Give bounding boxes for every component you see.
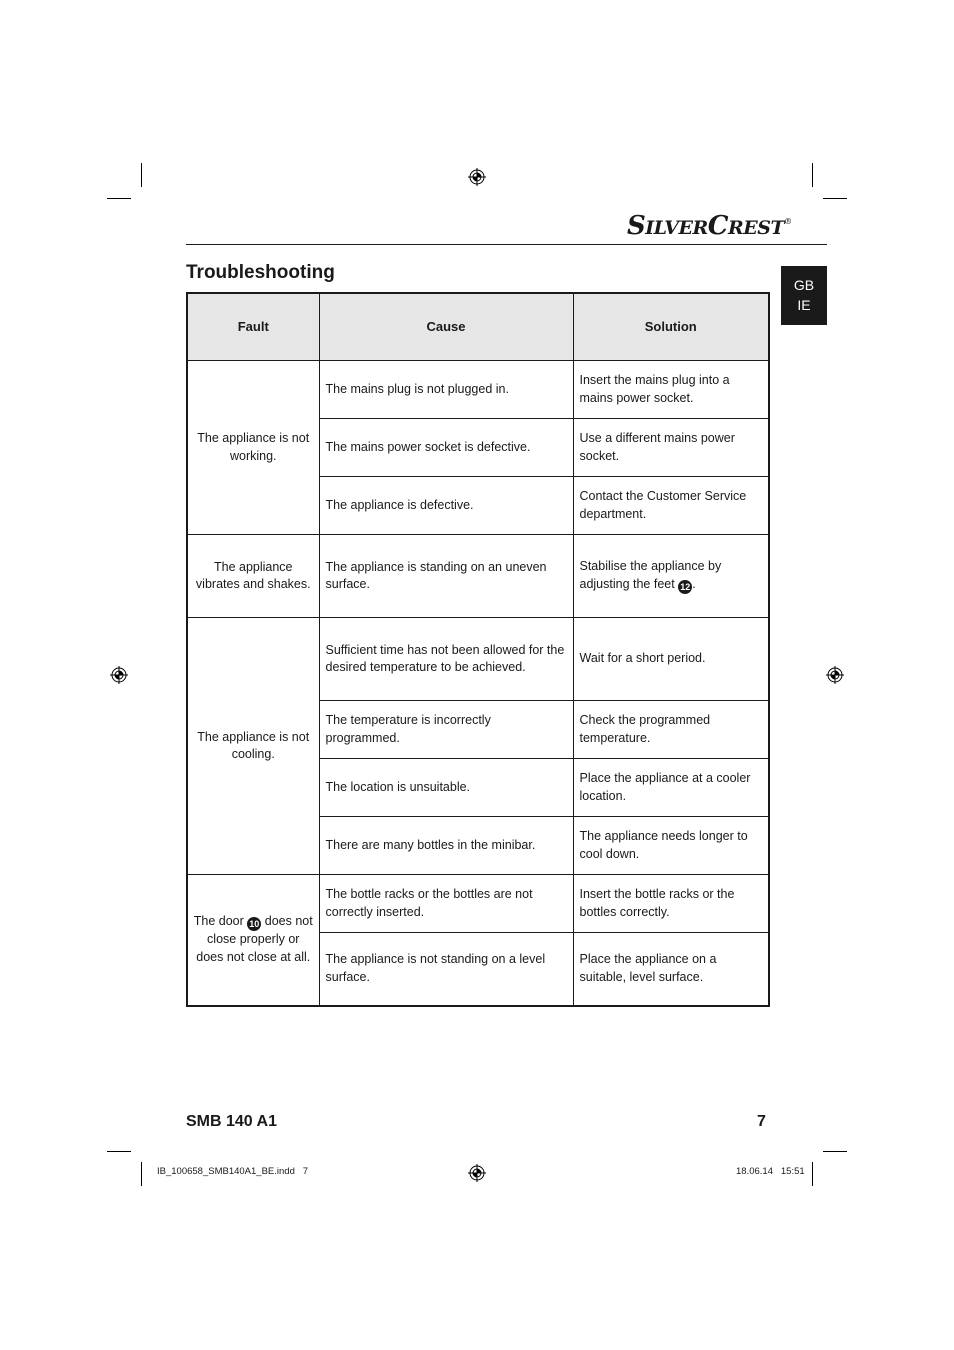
fault-cell: The appliance is not working. (187, 361, 319, 535)
table-row (187, 875, 769, 933)
table-row (187, 618, 769, 701)
cause-cell: The appliance is standing on an uneven surface. (319, 535, 573, 618)
fault-cell: The appliance vibrates and shakes. (187, 535, 319, 618)
fault-text: The door (193, 914, 244, 929)
fault-cell (187, 875, 319, 1006)
crop-mark (823, 198, 847, 199)
reference-number-badge: 12 (680, 581, 691, 592)
troubleshooting-table (186, 292, 770, 1007)
reference-number-badge: 10 (249, 919, 260, 930)
cause-cell: The location is unsuitable. (319, 759, 573, 817)
cause-cell: The appliance is defective. (319, 477, 573, 535)
solution-cell: Wait for a short period. (573, 618, 769, 701)
crop-mark (107, 198, 131, 199)
solution-cell: Insert the mains plug into a mains power socket. (573, 361, 769, 419)
brand-logo: SILVERCREST® (627, 211, 792, 241)
registration-mark-icon (468, 1164, 486, 1182)
cause-cell: The mains plug is not plugged in. (319, 361, 573, 419)
page-title: Troubleshooting (186, 262, 335, 283)
language-tab (781, 266, 827, 325)
crop-mark (823, 1151, 847, 1152)
table-row (187, 535, 769, 618)
crop-mark (107, 1151, 131, 1152)
column-header-cause: Cause (319, 293, 573, 361)
footer-model: SMB 140 A1 (186, 1113, 277, 1130)
registration-mark-icon (468, 168, 486, 186)
page-number: 7 (757, 1113, 766, 1130)
language-code: IE (797, 297, 811, 313)
crop-mark (812, 1162, 813, 1186)
registration-mark-icon (826, 666, 844, 684)
solution-cell: Place the appliance on a suitable, level surface. (573, 933, 769, 1006)
cause-cell: There are many bottles in the minibar. (319, 817, 573, 875)
solution-text-end: . (692, 576, 696, 591)
solution-cell: Check the programmed temperature. (573, 701, 769, 759)
solution-cell: Place the appliance at a cooler location. (573, 759, 769, 817)
solution-cell: The appliance needs longer to cool down. (573, 817, 769, 875)
slug-datetime: 18.06.14 15:51 (736, 1166, 805, 1177)
table-header-row (187, 293, 769, 361)
registration-mark-icon (110, 666, 128, 684)
fault-cell: The appliance is not cooling. (187, 618, 319, 875)
cause-cell: The temperature is incorrectly programmed. (319, 701, 573, 759)
crop-mark (812, 163, 813, 187)
cause-cell: Sufficient time has not been allowed for the desired temperature to be achieved. (319, 618, 573, 701)
table-row (187, 361, 769, 419)
fault-text-end: does not close properly or does not close at all. (196, 914, 313, 964)
slug-filename: IB_100658_SMB140A1_BE.indd 7 (157, 1166, 309, 1177)
solution-cell (573, 535, 769, 618)
solution-cell: Insert the bottle racks or the bottles correctly. (573, 875, 769, 933)
column-header-fault: Fault (187, 293, 319, 361)
cause-cell: The appliance is not standing on a level surface. (319, 933, 573, 1006)
solution-cell: Use a different mains power socket. (573, 419, 769, 477)
solution-cell: Contact the Customer Service department. (573, 477, 769, 535)
cause-cell: The bottle racks or the bottles are not correctly inserted. (319, 875, 573, 933)
column-header-solution: Solution (573, 293, 769, 361)
cause-cell: The mains power socket is defective. (319, 419, 573, 477)
crop-mark (141, 1162, 142, 1186)
language-code: GB (793, 277, 815, 293)
header-rule (186, 244, 827, 245)
solution-text: Stabilise the appliance by adjusting the feet (579, 559, 722, 591)
crop-mark (141, 163, 142, 187)
